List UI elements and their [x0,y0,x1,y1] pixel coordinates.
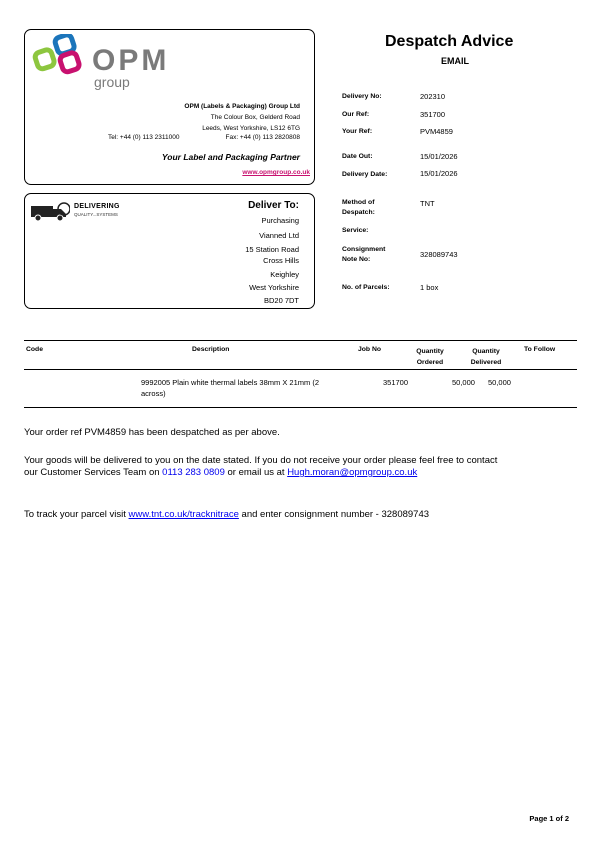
consignment-value: 328089743 [420,250,458,259]
page-number: Page 1 of 2 [529,814,569,823]
delivery-date-value: 15/01/2026 [420,169,458,178]
logo-wordmark: OPM [92,44,170,77]
parcels-label: No. of Parcels: [342,284,390,291]
message-delivery [24,455,502,479]
van-icon [30,200,70,222]
deliver-to-heading: Deliver To: [248,200,299,211]
message-tracking [24,509,564,521]
date-out-value: 15/01/2026 [420,152,458,161]
delivery-date-label: Delivery Date: [342,171,388,178]
opm-logo [30,34,200,96]
row-qty-ordered: 50,000 [452,378,475,387]
delivery-no-value: 202310 [420,92,446,101]
van-text-1: DELIVERING [74,203,120,210]
method-value: TNT [420,199,435,208]
deliver-to-line-1: Purchasing [261,216,299,225]
method-label: Method of Despatch: [342,199,375,216]
company-phone: Tel: +44 (0) 113 2311000 [108,134,180,141]
date-out-label: Date Out: [342,153,373,160]
consignment-label: Consignment Note No: [342,246,386,263]
company-address-line2: Leeds, West Yorkshire, LS12 6TG [202,125,300,132]
opm-logo-icon [30,34,90,84]
row-description: 9992005 Plain white thermal labels 38mm X 21mm (2 across) [141,378,320,398]
col-job-no: Job No [358,346,382,353]
deliver-to-line-6: West Yorkshire [249,283,299,292]
your-ref-value: PVM4859 [420,127,453,136]
delivery-no-label: Delivery No: [342,93,382,100]
your-ref-label: Your Ref: [342,128,373,135]
table-top-rule [24,340,577,341]
company-address-line1: The Colour Box, Gelderd Road [210,114,300,121]
message-email-text: or email us at [227,467,285,478]
col-code: Code [26,346,43,353]
table-bottom-rule [24,407,577,408]
our-ref-value: 351700 [420,110,446,119]
message-delivery-text: Your goods will be delivered to you on the date stated. If you do not receive your order please feel free to contact our Customer Services Team on [24,455,498,478]
col-qty-delivered: Quantity Delivered [470,348,502,366]
table-header-rule [24,369,577,370]
document-subtitle: EMAIL [441,56,469,66]
deliver-to-line-5: Keighley [270,270,299,279]
col-to-follow: To Follow [524,346,556,353]
company-name: OPM (Labels & Packaging) Group Ltd [184,103,300,110]
document-title: Despatch Advice [385,33,514,50]
logo-sub: group [94,74,130,90]
tracking-consignment-text: and enter consignment number - 328089743 [241,509,430,520]
tracking-link[interactable]: www.tnt.co.uk/tracknitrace [128,509,239,520]
row-qty-delivered: 50,000 [488,378,511,387]
service-label: Service: [342,227,369,234]
message-despatched: Your order ref PVM4859 has been despatched as per above. [24,427,280,438]
van-text-2: QUALITY...SYSTEMS [74,212,118,217]
delivery-van-logo [30,200,135,222]
company-tagline: Your Label and Packaging Partner [161,152,300,162]
customer-services-email-link[interactable]: Hugh.moran@opmgroup.co.uk [287,467,418,478]
company-fax: Fax: +44 (0) 113 2820808 [225,134,300,141]
tracking-text: To track your parcel visit [24,509,126,520]
our-ref-label: Our Ref: [342,111,370,118]
parcels-value: 1 box [420,283,439,292]
row-job-no: 351700 [383,378,409,387]
customer-services-phone[interactable]: 0113 283 0809 [162,467,225,478]
deliver-to-line-7: BD20 7DT [263,296,299,305]
deliver-to-line-4: Cross Hills [263,256,299,265]
deliver-to-line-3: 15 Station Road [245,245,299,254]
company-website-link[interactable]: www.opmgroup.co.uk [242,169,310,176]
deliver-to-line-2: Vianned Ltd [259,231,299,240]
col-qty-ordered: Quantity Ordered [416,348,444,366]
col-description: Description [192,346,230,353]
